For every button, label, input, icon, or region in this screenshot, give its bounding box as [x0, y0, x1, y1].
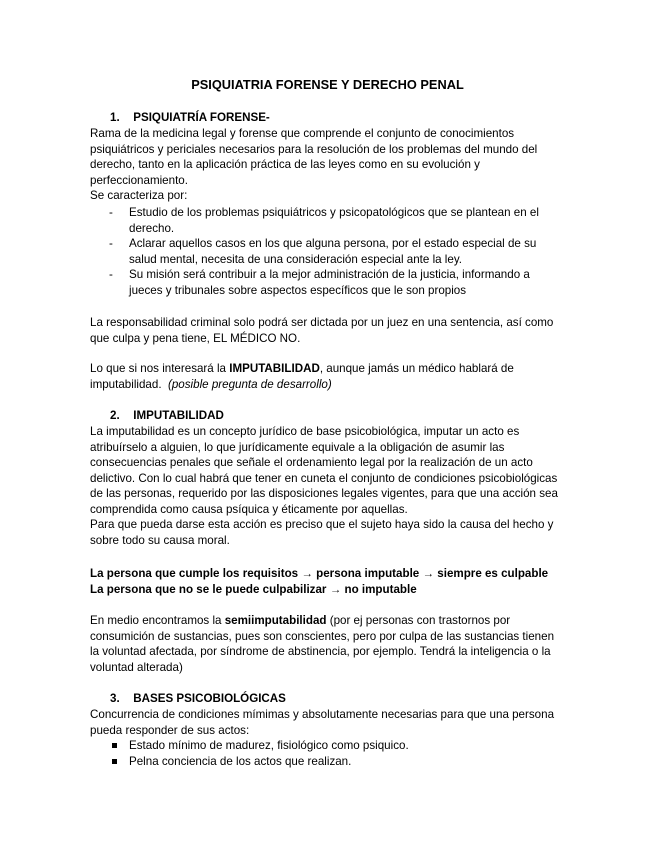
section-2-number: 2.	[110, 409, 120, 422]
rule-imputable: La persona que cumple los requisitos → persona imputable → siempre es culpable	[90, 567, 549, 580]
arrow-icon: →	[329, 582, 342, 596]
section-3-body: Concurrencia de condiciones mímimas y absolutamente necesarias para que una persona pueda responder de sus actos:	[90, 708, 555, 737]
section-1-list	[109, 205, 554, 298]
imputability-definition: La imputabilidad es un concepto jurídico de base psicobiológica, imputar un acto es atribuírselo a alguien, lo que jurídicamente equivale a la obligación de asumir las consecuencias penales que señale el ordenamiento legal por la realización de un acto delictivo. Con lo cual habrá que tener en cuneta el conjunto de condiciones psicobiológicas de las personas, requerido por las disposiciones legales vigentes, para que una acción sea comprendida como causa psíquica y éticamente por aquellas.	[90, 425, 558, 516]
characterized-label: Se caracteriza por:	[90, 189, 188, 202]
section-2-title: IMPUTABILIDAD	[133, 409, 224, 422]
imputability-interest-paragraph: Lo que si nos interesará la IMPUTABILIDAD, aunque jamás un médico hablará de imputabilidad. (posible pregunta de desarrollo)	[90, 362, 514, 391]
section-2-heading	[110, 408, 224, 424]
rule-not-imputable: La persona que no se le puede culpabilizar → no imputable	[90, 582, 417, 596]
imputability-rules	[90, 566, 570, 597]
semi-imputability-paragraph: En medio encontramos la semiimputabilidad (por ej personas con trastornos por consumición de sustancias, pues son conscientes, pero por culpa de las sustancias tienen la voluntad afectada, por síndrome de abstinencia, por ejemplo. Tendrá la inteligencia o la voluntad alterada)	[90, 614, 555, 674]
section-3-title: BASES PSICOBIOLÓGICAS	[133, 692, 286, 705]
imputability-keyword: IMPUTABILIDAD	[229, 362, 320, 375]
list-item: Estado mínimo de madurez, fisiológico como psiquico.	[110, 738, 550, 754]
arrow-icon: →	[422, 567, 435, 580]
section-1-heading	[110, 110, 270, 126]
section-3-list	[110, 738, 550, 769]
section-1-definition: Rama de la medicina legal y forense que comprende el conjunto de conocimientos psiquiátricos y periciales necesarios para la resolución de los problemas del mundo del derecho, tanto en la aplicación práctica de las leyes como en su evolución y perfeccionamiento. Se caracteriza por:	[90, 126, 558, 204]
list-item: - Su misión será contribuir a la mejor administración de la justicia, informando a jueces y tribunales sobre aspectos específicos que le son propios	[109, 267, 554, 298]
section-1-number: 1.	[110, 111, 120, 124]
list-item: - Estudio de los problemas psiquiátricos y psicopatológicos que se plantean en el derecho.	[109, 205, 554, 236]
document-title: PSIQUIATRIA FORENSE Y DERECHO PENAL	[191, 77, 464, 92]
list-item: Pelna conciencia de los actos que realizan.	[110, 754, 550, 770]
section-3-number: 3.	[110, 692, 120, 705]
square-bullet-icon	[112, 759, 117, 764]
exam-note: (posible pregunta de desarrollo)	[168, 377, 332, 391]
semi-imputability-keyword: semiimputabilidad	[224, 614, 327, 627]
moral-cause-paragraph: Para que pueda darse esta acción es preciso que el sujeto haya sido la causa del hecho y sobre todo su causa moral.	[90, 518, 554, 547]
square-bullet-icon	[112, 743, 117, 748]
list-item: - Aclarar aquellos casos en los que alguna persona, por el estado especial de su salud mental, necesita de una consideración especial ante la ley.	[109, 236, 554, 267]
section-3-heading	[110, 691, 286, 707]
responsibility-paragraph: La responsabilidad criminal solo podrá ser dictada por un juez en una sentencia, así como que culpa y pena tiene, EL MÉDICO NO.	[90, 316, 554, 345]
section-1-title: PSIQUIATRÍA FORENSE-	[133, 111, 270, 124]
arrow-icon: →	[301, 567, 313, 580]
section-2-body	[90, 424, 565, 548]
